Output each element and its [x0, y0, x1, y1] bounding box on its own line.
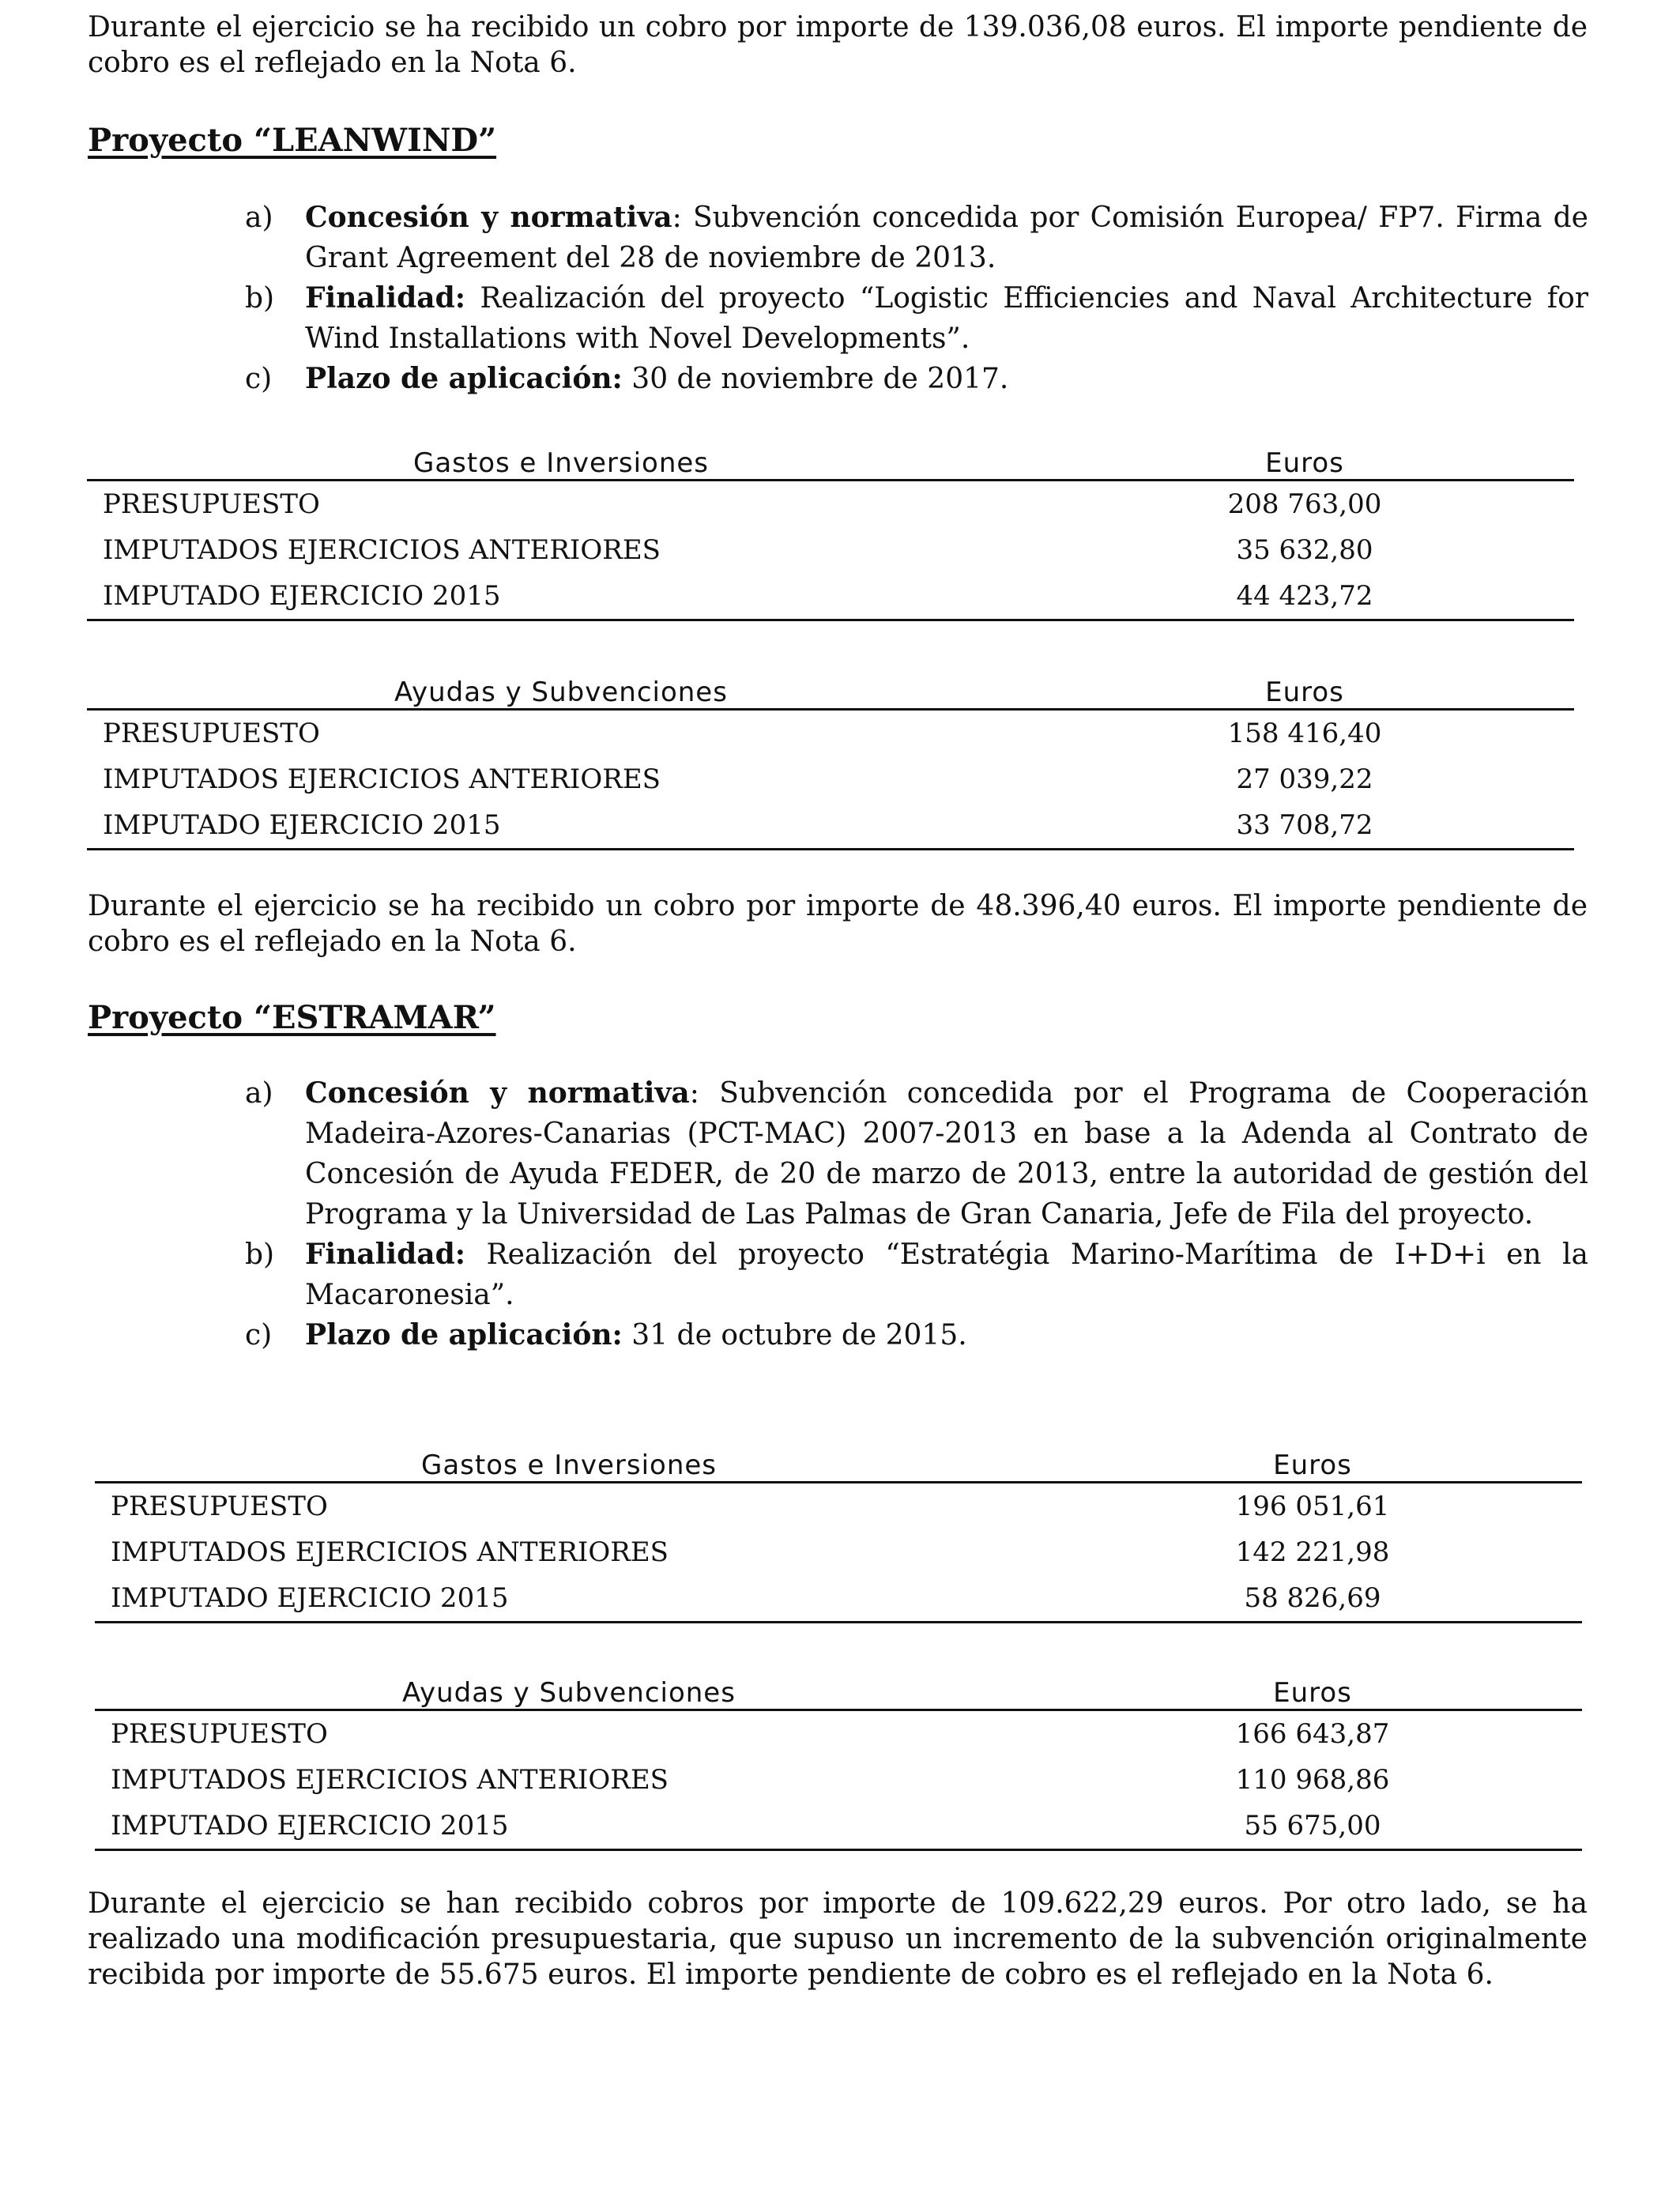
table-header-label: Ayudas y Subvenciones	[95, 1669, 1043, 1710]
intro-paragraph: Durante el ejercicio se ha recibido un cobro por importe de 139.036,08 euros. El importe pendiente de cobro es el reflejado en la Nota 6.	[88, 11, 1588, 79]
leanwind-gastos-table	[87, 439, 1574, 621]
table-row: IMPUTADO EJERCICIO 2015 55 675,00	[95, 1803, 1582, 1850]
estramar-item-c: c) Plazo de aplicación: 31 de octubre de 2015.	[245, 1318, 967, 1351]
table-row: PRESUPUESTO 208 763,00	[103, 488, 1382, 520]
table-row: PRESUPUESTO 196 051,61	[111, 1491, 1390, 1522]
table-row: PRESUPUESTO 166 643,87	[111, 1718, 1390, 1750]
table-header-value: Euros	[1035, 669, 1574, 710]
table-header-label: Gastos e Inversiones	[95, 1442, 1043, 1483]
estramar-gastos-table	[95, 1442, 1582, 1623]
table-row: IMPUTADO EJERCICIO 2015 58 826,69	[95, 1575, 1582, 1623]
estramar-items	[245, 1073, 1588, 1355]
leanwind-item-c: c) Plazo de aplicación: 30 de noviembre de 2017.	[245, 362, 1009, 395]
table-row: IMPUTADO EJERCICIO 2015 33 708,72	[87, 802, 1574, 850]
estramar-item-a: a) Concesión y normativa: Subvención concedida por el Programa de Cooperación Madeira-Azores-Canarias (PCT-MAC) 2007-2013 en base a la Adenda al Contrato de Concesión de Ayuda FEDER, de 20 de marzo de 2013, entre la autoridad de gestión del Programa y la Universidad de Las Palmas de Gran Canaria, Jefe de Fila del proyecto.	[245, 1076, 1589, 1231]
estramar-ayudas-table	[95, 1669, 1582, 1851]
estramar-item-b: b) Finalidad: Realización del proyecto “Estratégia Marino-Marítima de I+D+i en la Macaronesia”.	[245, 1238, 1588, 1311]
table-row: IMPUTADOS EJERCICIOS ANTERIORES 110 968,86	[111, 1764, 1390, 1796]
table-row: IMPUTADOS EJERCICIOS ANTERIORES 27 039,22	[103, 763, 1373, 795]
table-header-label: Gastos e Inversiones	[87, 439, 1035, 481]
table-row: IMPUTADO EJERCICIO 2015 44 423,72	[87, 573, 1574, 620]
leanwind-title: Proyecto “LEANWIND”	[88, 122, 497, 159]
leanwind-item-b: b) Finalidad: Realización del proyecto “Logistic Efficiencies and Naval Architecture for Wind Installations with Novel Developments”.	[245, 281, 1588, 355]
table-header-label: Ayudas y Subvenciones	[87, 669, 1035, 710]
table-row: PRESUPUESTO 158 416,40	[103, 718, 1382, 749]
leanwind-ayudas-table	[87, 669, 1574, 850]
estramar-closing-paragraph: Durante el ejercicio se han recibido cobros por importe de 109.622,29 euros. Por otro lado, se ha realizado una modificación presupuestaria, que supuso un incremento de la subvención originalmente recibida por importe de 55.675 euros. El importe pendiente de cobro es el reflejado en la Nota 6.	[88, 1887, 1588, 1991]
table-header-value: Euros	[1035, 439, 1574, 481]
estramar-title: Proyecto “ESTRAMAR”	[88, 999, 496, 1036]
leanwind-item-a: a) Concesión y normativa: Subvención concedida por Comisión Europea/ FP7. Firma de Grant Agreement del 28 de noviembre de 2013.	[245, 201, 1588, 274]
leanwind-closing-paragraph: Durante el ejercicio se ha recibido un cobro por importe de 48.396,40 euros. El importe pendiente de cobro es el reflejado en la Nota 6.	[88, 890, 1588, 958]
leanwind-items	[245, 198, 1588, 399]
table-header-value: Euros	[1043, 1442, 1582, 1483]
table-header-value: Euros	[1043, 1669, 1582, 1710]
table-row: IMPUTADOS EJERCICIOS ANTERIORES 142 221,98	[111, 1536, 1390, 1568]
table-row: IMPUTADOS EJERCICIOS ANTERIORES 35 632,80	[103, 534, 1373, 566]
